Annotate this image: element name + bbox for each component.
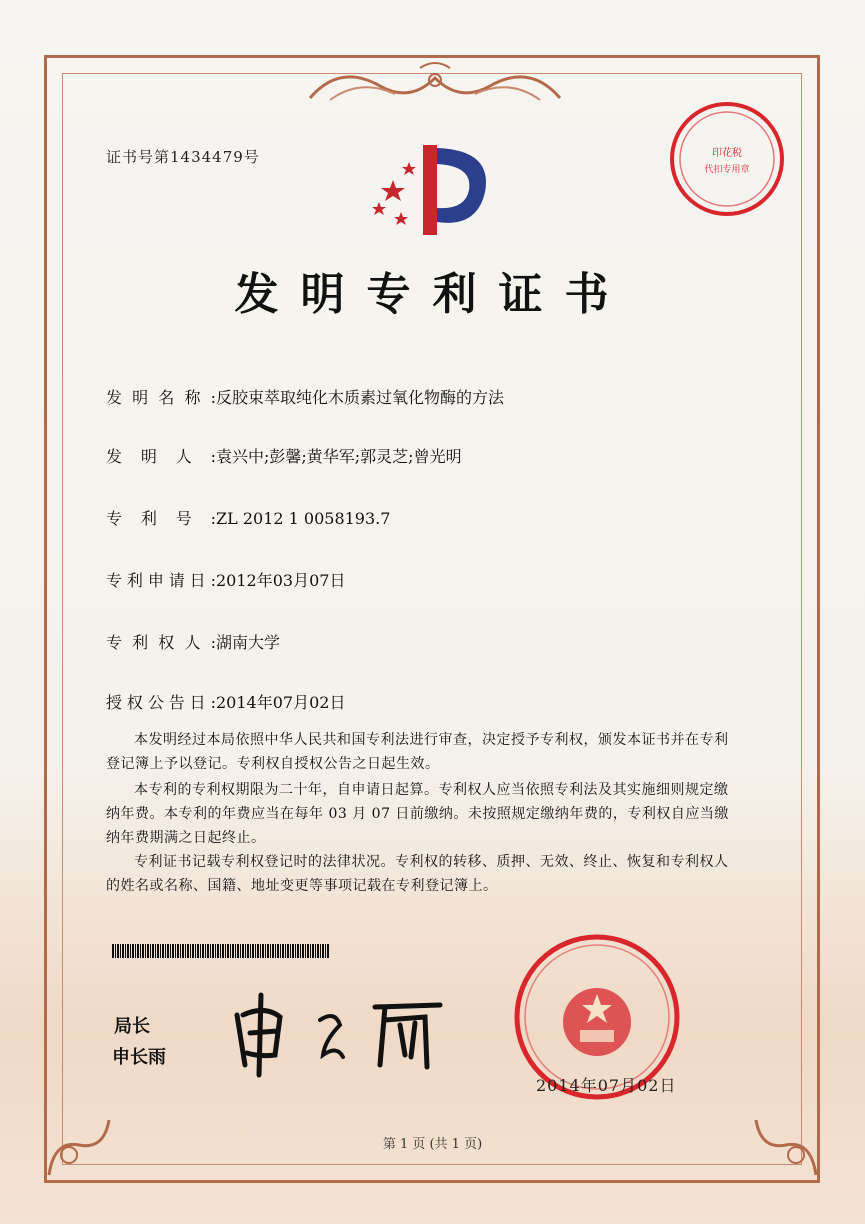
field-value: 2014年07月02日 — [216, 693, 346, 712]
field-value: ZL 2012 1 0058193.7 — [216, 509, 391, 528]
application-date-field — [106, 568, 345, 591]
field-value: 2012年03月07日 — [216, 571, 346, 590]
field-label: 授权公告日: — [106, 693, 216, 712]
patentee-field — [106, 630, 280, 653]
field-label: 发明人: — [106, 447, 216, 466]
director-title: 局长 — [114, 1016, 150, 1037]
inventor-field — [106, 444, 462, 467]
field-value: 湖南大学 — [216, 633, 281, 652]
top-ornament-icon — [300, 58, 570, 110]
body-paragraph: 专利证书记载专利权登记时的法律状况。专利权的转移、质押、无效、终止、恢复和专利权人的姓名或名称、国籍、地址变更等事项记载在专利登记簿上。 — [106, 854, 729, 894]
svg-text:代扣专用章: 代扣专用章 — [704, 165, 750, 175]
field-label: 专利号: — [106, 509, 216, 528]
patent-number-field — [106, 506, 390, 529]
seal-date: 2014年07月02日 — [536, 1076, 677, 1095]
signature-icon — [225, 985, 450, 1080]
field-value: 袁兴中;彭馨;黄华军;郭灵芝;曾光明 — [216, 447, 462, 466]
page-title: 发明专利证书 — [234, 269, 631, 320]
director-name: 申长雨 — [112, 1047, 166, 1068]
invention-name-field — [106, 385, 504, 408]
tax-seal-stamp-icon — [668, 100, 786, 218]
svg-text:印花税: 印花税 — [712, 148, 742, 159]
field-value: 反胶束萃取纯化木质素过氧化物酶的方法 — [216, 388, 505, 407]
page-number: 第 1 页 (共 1 页) — [382, 1137, 483, 1152]
barcode-icon — [112, 944, 330, 958]
grant-date-field — [106, 690, 345, 713]
field-label: 专利申请日: — [106, 571, 216, 590]
field-label: 专利权人: — [106, 633, 216, 652]
certificate-number: 证书号第1434479号 — [106, 148, 260, 166]
patent-office-logo-icon — [365, 140, 495, 245]
body-paragraph: 本发明经过本局依照中华人民共和国专利法进行审查，决定授予专利权，颁发本证书并在专利登记簿上予以登记。专利权自授权公告之日起生效。 — [106, 732, 729, 772]
body-paragraph: 本专利的专利权期限为二十年，自申请日起算。专利权人应当依照专利法及其实施细则规定缴纳年费。本专利的年费应当在每年 03 月 07 日前缴纳。未按照规定缴纳年费的，专利权自应当缴纳年费期满之日起终止。 — [106, 782, 729, 846]
field-label: 发明名称: — [106, 388, 216, 407]
